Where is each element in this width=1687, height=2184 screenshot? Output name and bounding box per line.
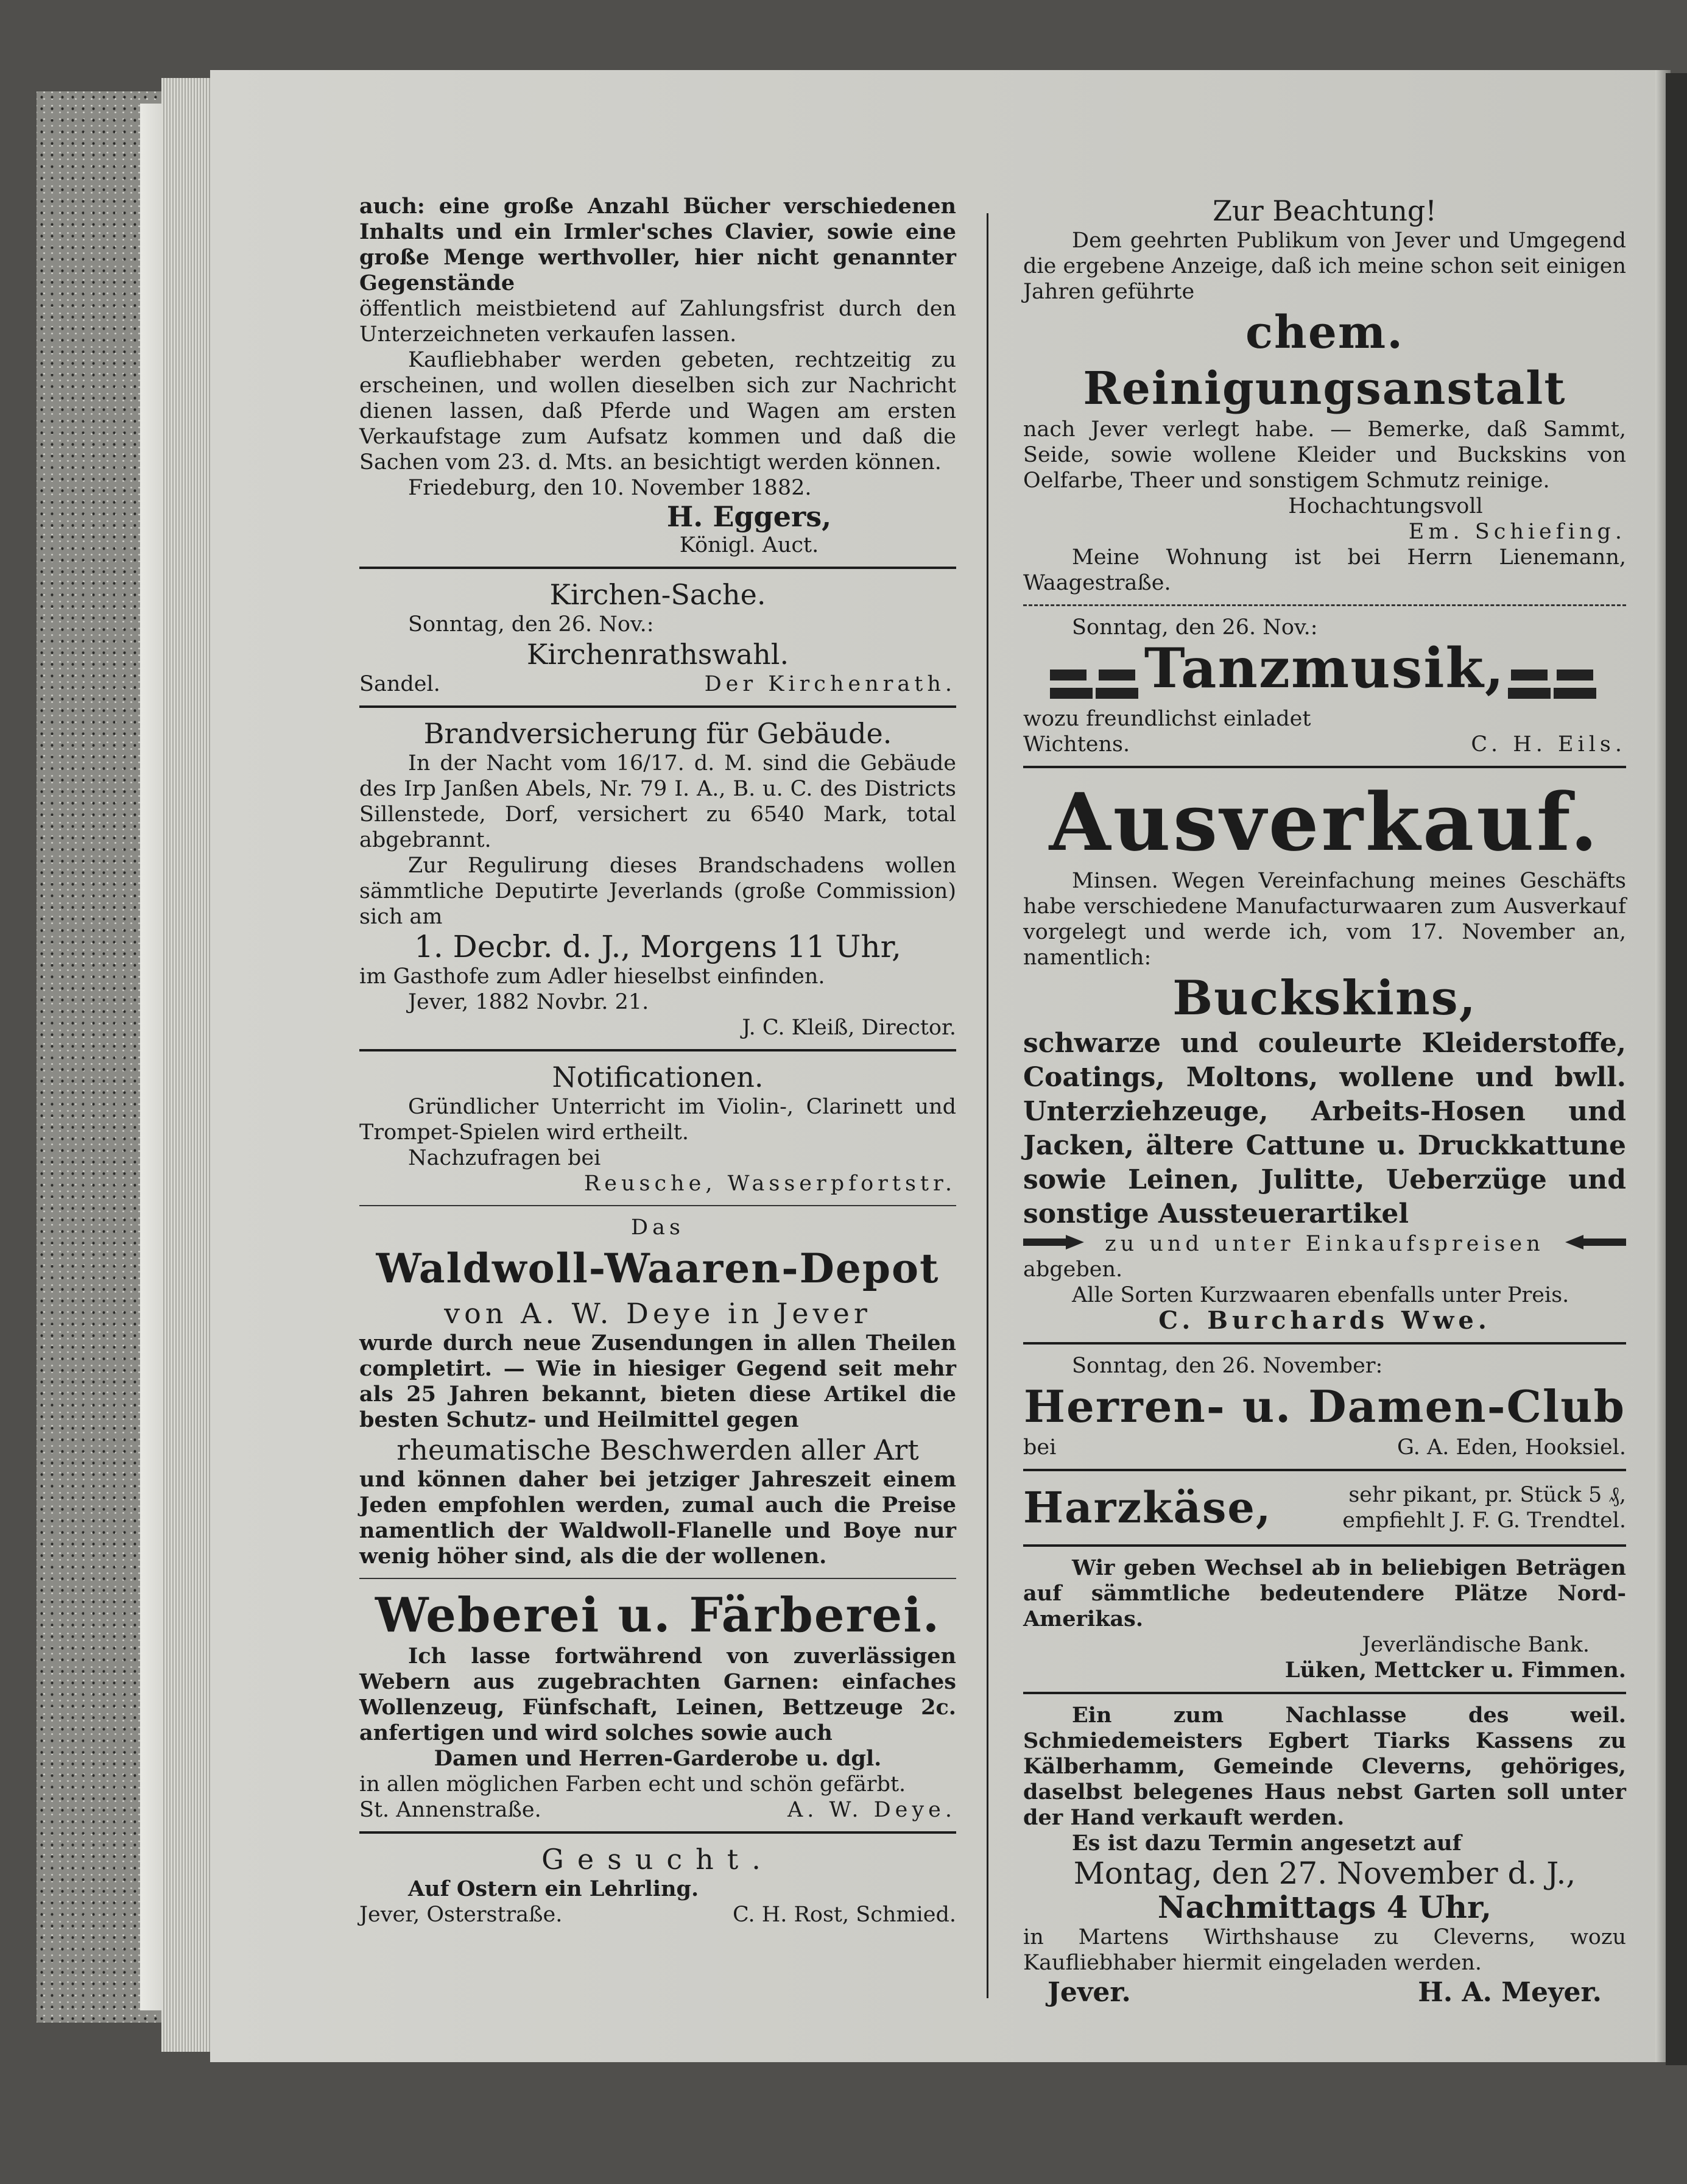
church-sign: Der Kirchenrath. [704, 672, 956, 696]
separator [359, 1205, 956, 1206]
auction-notice [359, 194, 956, 558]
cheese-notice [1023, 1480, 1626, 1536]
left-column [359, 194, 956, 1928]
cleaning-title: Zur Beachtung! [1213, 194, 1437, 227]
cleaning-address: Meine Wohnung ist bei Herrn Lienemann, Waagestraße. [1023, 545, 1626, 595]
separator [359, 1049, 956, 1051]
ornament-left-icon [1050, 663, 1141, 706]
separator [1023, 1692, 1626, 1694]
cleaning-regards: Hochachtungsvoll [1288, 494, 1483, 518]
weaving-text: Ich lasse fortwährend von zuverlässigen Webern aus zugebrachten Garnen: einfaches Wollenzeug, Fünfschaft, Leinen, Bettzeuge 2c. anfertigen und wird solches sowie auch [359, 1644, 956, 1745]
cheese-sign: empfiehlt J. F. G. Trendtel. [1342, 1508, 1626, 1533]
sale-notice [1023, 777, 1626, 1334]
waldwoll-das: Das [631, 1215, 685, 1240]
notifications-title: Notificationen. [552, 1061, 764, 1094]
dance-headline-row [1023, 636, 1626, 706]
apprentice-sign: C. H. Rost, Schmied. [732, 1903, 956, 1927]
waldwoll-subtitle: von A. W. Deye in Jever [444, 1297, 872, 1330]
church-place: Sandel. [359, 672, 440, 696]
fire-signature: J. C. Kleiß, Director. [742, 1016, 956, 1040]
house-date: Montag, den 27. November d. J., [1073, 1855, 1576, 1891]
sale-price-row [1023, 1231, 1626, 1257]
house-sale-notice [1023, 1703, 1626, 2010]
fire-city-date: Jever, 1882 Novbr. 21. [408, 990, 649, 1014]
fire-text-2: Zur Regulirung dieses Brandschadens wollen sämmtliche Deputirte Jeverlands (große Commission) sich am [359, 853, 956, 929]
apprentice-title: Gesucht. [541, 1843, 774, 1876]
right-column [1023, 194, 1626, 2010]
separator [359, 1831, 956, 1834]
cleaning-notice [1023, 194, 1626, 596]
cleaning-headline: chem. Reinigungsanstalt [1083, 306, 1566, 415]
auction-text-3: Kaufliebhaber werden gebeten, rechtzeitig zu erscheinen, und wollen dieselben sich zur Nachricht dienen lassen, daß Pferde und Wagen am ersten Verkaufstage zum Aufsatz kommen und daß die Sachen vom 23. d. Mts. an besichtigt werden können. [359, 348, 956, 475]
club-bei: bei [1023, 1435, 1057, 1460]
dance-footer [1023, 732, 1626, 757]
waldwoll-text: wurde durch neue Zusendungen in allen Theilen completirt. — Wie in hiesiger Gegend seit mehr als 25 Jahren bekannt, bieten diese Artikel die besten Schutz- und Heilmittel gegen [359, 1331, 956, 1432]
dance-sign: C. H. Eils. [1471, 732, 1626, 757]
fire-meeting-date: 1. Decbr. d. J., Morgens 11 Uhr, [414, 929, 901, 964]
house-text: Ein zum Nachlasse des weil. Schmiedemeisters Egbert Tiarks Kassens zu Kälberhamm, Gemeinde Cleverns, gehöriges, daselbst belegenes Haus nebst Garten soll unter der Hand verkauft werden. [1023, 1702, 1626, 1830]
cheese-text-block [1272, 1482, 1626, 1533]
bank-text: Wir geben Wechsel ab in beliebigen Beträgen auf sämmtliche bedeutendere Plätze Nord-Amerikas. [1023, 1555, 1626, 1631]
club-footer [1023, 1435, 1626, 1460]
weaving-street: St. Annenstraße. [359, 1798, 541, 1822]
sale-text: Minsen. Wegen Vereinfachung meines Geschäfts habe verschiedene Manufacturwaaren zum Ausverkauf vorgelegt und werde ich, vom 17. November an, namentlich: [1023, 868, 1626, 970]
church-title: Kirchen-Sache. [549, 578, 766, 611]
fire-place: im Gasthofe zum Adler hieselbst einfinden. [359, 964, 825, 989]
bank-names: Lüken, Mettcker u. Fimmen. [1284, 1657, 1626, 1683]
church-footer [359, 671, 956, 697]
auction-signature: H. Eggers, [666, 500, 832, 533]
sale-title: Ausverkauf. [1049, 775, 1601, 869]
separator [1023, 1544, 1626, 1547]
apprentice-text: Auf Ostern ein Lehrling. [408, 1876, 699, 1901]
separator [359, 567, 956, 569]
club-title: Herren- u. Damen-Club [1024, 1380, 1625, 1432]
club-notice [1023, 1353, 1626, 1460]
cleaning-text-2: nach Jever verlegt habe. — Bemerke, daß Sammt, Seide, sowie wollene Kleider und Buckskins von Oelfarbe, Theer und sonstigem Schmutz reinige. [1023, 417, 1626, 493]
separator [359, 705, 956, 708]
fire-title: Brandversicherung für Gebäude. [423, 717, 892, 750]
sale-text-2: Alle Sorten Kurzwaaren ebenfalls unter Preis. [1072, 1282, 1569, 1307]
dance-date: Sonntag, den 26. Nov.: [1072, 615, 1318, 640]
dance-text: wozu freundlichst einladet [1023, 706, 1311, 731]
cleaning-signature: Em. Schiefing. [1408, 520, 1626, 544]
weaving-sign: A. W. Deye. [787, 1798, 956, 1822]
apprentice-notice [359, 1842, 956, 1928]
church-notice [359, 578, 956, 697]
auction-text-2: öffentlich meistbietend auf Zahlungsfrist durch den Unterzeichneten verkaufen lassen. [359, 297, 956, 347]
next-page-edge [1666, 73, 1687, 2065]
weaving-title: Weberei u. Färberei. [375, 1588, 940, 1643]
separator [1023, 1469, 1626, 1471]
weaving-garderobe: Damen und Herren-Garderobe u. dgl. [434, 1746, 882, 1771]
pointing-hand-left-icon [1559, 1236, 1626, 1252]
waldwoll-title: Waldwoll-Waaren-Depot [376, 1245, 940, 1292]
house-term: Es ist dazu Termin angesetzt auf [1072, 1830, 1462, 1856]
sale-headline: Buckskins, [1172, 970, 1477, 1026]
church-date: Sonntag, den 26. Nov.: [408, 612, 654, 637]
waldwoll-notice [359, 1215, 956, 1569]
separator [359, 1578, 956, 1579]
house-place: Jever. [1048, 1976, 1131, 2008]
cheese-title: Harzkäse, [1023, 1482, 1272, 1533]
club-sign: G. A. Eden, Hooksiel. [1396, 1435, 1626, 1460]
weaving-notice [359, 1588, 956, 1823]
house-sign: H. A. Meyer. [1418, 1976, 1602, 2008]
weaving-footer [359, 1797, 956, 1823]
fire-insurance-notice [359, 716, 956, 1041]
waldwoll-rheumatism: rheumatische Beschwerden aller Art [396, 1433, 919, 1466]
auction-place-date: Friedeburg, den 10. November 1882. [408, 476, 812, 500]
sale-list: schwarze und couleurte Kleiderstoffe, Coatings, Moltons, wollene und bwll. Unterziehzeuge, Arbeits-Hosen und Jacken, ältere Cattune u. Druckkattune sowie Leinen, Julitte, Ueberzüge und sonstige Aussteuerartikel [1023, 1027, 1626, 1229]
waldwoll-text-2: und können daher bei jetziger Jahreszeit einem Jeden empfohlen werden, zumal auch die Preise namentlich der Waldwoll-Flanelle und Boye nur wenig höher sind, als die der wollenen. [359, 1467, 956, 1569]
separator [1023, 604, 1626, 606]
notifications-text: Gründlicher Unterricht im Violin-, Clarinett und Trompet-Spielen wird ertheilt. [359, 1095, 956, 1145]
house-text-2: in Martens Wirthshause zu Cleverns, wozu Kaufliebhaber hiermit eingeladen werden. [1023, 1924, 1626, 1975]
pointing-hand-right-icon [1023, 1236, 1090, 1252]
cleaning-text: Dem geehrten Publikum von Jever und Umgegend die ergebene Anzeige, daß ich meine schon seit einigen Jahren geführte [1023, 228, 1626, 304]
fire-text: In der Nacht vom 16/17. d. M. sind die Gebäude des Irp Janßen Abels, Nr. 79 I. A., B. u. C. des Districts Sillenstede, Dorf, versichert zu 6540 Mark, total abgebrannt. [359, 751, 956, 852]
house-time: Nachmittags 4 Uhr, [1157, 1889, 1492, 1925]
church-headline: Kirchenrathswahl. [526, 638, 789, 671]
sale-give: abgeben. [1023, 1257, 1123, 1282]
dance-title: Tanzmusik, [1144, 636, 1506, 701]
apprentice-place: Jever, Osterstraße. [359, 1903, 563, 1927]
notifications-notice [359, 1060, 956, 1196]
sale-signature: C. Burchards Wwe. [1158, 1306, 1491, 1335]
auction-text-1: auch: eine große Anzahl Bücher verschiedenen Inhalts und ein Irmler'sches Clavier, sowie eine große Menge werthvoller, hier nicht genannter Gegenstände [359, 194, 956, 295]
sale-price-text: zu und unter Einkaufspreisen [1105, 1231, 1544, 1256]
auction-signature-title: Königl. Auct. [679, 533, 819, 557]
weaving-text-2: in allen möglichen Farben echt und schön gefärbt. [359, 1772, 906, 1797]
club-date: Sonntag, den 26. November: [1072, 1353, 1383, 1378]
fore-edge-pages [161, 78, 216, 2052]
notifications-signature: Reusche, Wasserpfortstr. [583, 1172, 956, 1196]
ornament-right-icon [1508, 663, 1599, 706]
bank-name: Jeverländische Bank. [1362, 1632, 1590, 1657]
house-footer [1023, 1976, 1626, 2010]
dance-place: Wichtens. [1023, 732, 1130, 757]
separator [1023, 1342, 1626, 1345]
separator [1023, 766, 1626, 768]
column-divider [987, 213, 988, 1998]
bank-notice [1023, 1555, 1626, 1683]
dance-notice [1023, 615, 1626, 757]
notifications-ask: Nachzufragen bei [408, 1146, 601, 1170]
cheese-text: sehr pikant, pr. Stück 5 ₰, [1348, 1482, 1626, 1507]
apprentice-footer [359, 1902, 956, 1928]
